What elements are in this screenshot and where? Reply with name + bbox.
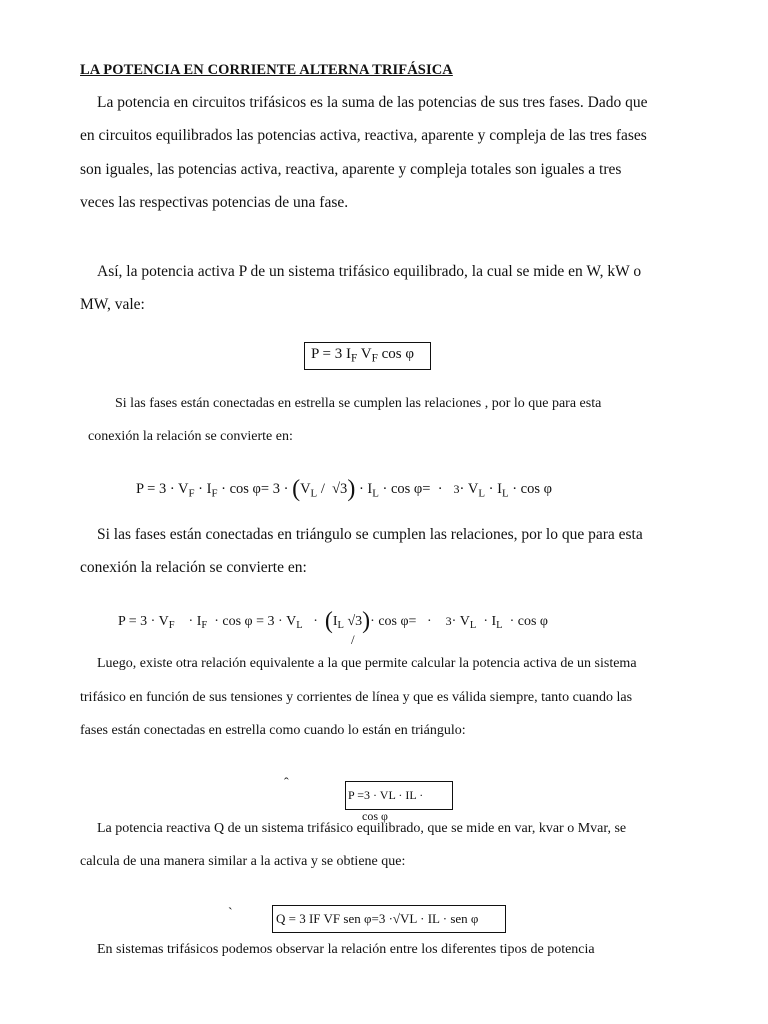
paragraph-line: veces las respectivas potencias de una fase. <box>80 194 349 211</box>
paragraph-line: fases están conectadas en estrella como cuando lo están en triángulo: <box>80 723 466 738</box>
paragraph-line: Luego, existe otra relación equivalente a la que permite calcular la potencia activa de un sistema <box>97 656 637 671</box>
formula-tick-mark: ˆ <box>284 776 289 791</box>
line-values-formula: P =3 · VL · IL · <box>348 788 424 802</box>
reactive-power-formula-box <box>272 905 506 933</box>
formula-tick-mark: ` <box>228 906 233 921</box>
paragraph-line: conexión la relación se convierte en: <box>80 559 307 576</box>
active-power-formula-box <box>304 342 431 370</box>
paragraph-line: Así, la potencia activa P de un sistema trifásico equilibrado, la cual se mide en W, kW o <box>97 263 642 280</box>
paragraph-line: Si las fases están conectadas en triángulo se cumplen las relaciones, por lo que para esta <box>97 526 643 543</box>
paragraph-line: trifásico en función de sus tensiones y corrientes de línea y que es válida siempre, tanto cuando las <box>80 690 633 705</box>
line-values-formula-cos: cos φ <box>362 809 388 823</box>
line-values-formula-box <box>345 781 453 810</box>
paragraph-line: Si las fases están conectadas en estrella se cumplen las relaciones , por lo que para esta <box>115 396 602 411</box>
paragraph-line: En sistemas trifásicos podemos observar la relación entre los diferentes tipos de potencia <box>97 942 595 957</box>
delta-connection-formula: $P = 3 \cdot V_F$ · $I_F \cdot \cos \varphi = 3 \cdot V_L$ · ($I_L$ √3)· cos φ= · $3\cdot V_L \cdot I_L \cdot \cos \varphi$ <box>118 608 548 634</box>
paragraph-line: en circuitos equilibrados las potencias activa, reactiva, aparente y compleja de las tres fases <box>80 127 647 144</box>
paragraph-line: La potencia reactiva Q de un sistema trifásico equilibrado, que se mide en var, kvar o Mvar, se <box>97 821 627 836</box>
paragraph-line: MW, vale: <box>80 296 145 313</box>
paragraph-line: La potencia en circuitos trifásicos es la suma de las potencias de sus tres fases. Dado que <box>97 94 648 111</box>
star-connection-formula: $P = 3 \cdot V_F \cdot I_F \cdot \cos \varphi= 3 \cdot (V_L / √3) \cdot I_L \cdot \cos \varphi=$ · $3\cdot V_L \cdot I_L \cdot \cos \varphi$ <box>136 476 552 502</box>
paragraph-line: conexión la relación se convierte en: <box>88 429 293 444</box>
reactive-power-formula: Q = 3 IF VF sen φ=3 ·√VL · IL · sen φ <box>276 911 479 926</box>
paragraph-line: calcula de una manera similar a la activa y se obtiene que: <box>80 854 406 869</box>
paragraph-line: son iguales, las potencias activa, reactiva, aparente y compleja totales son iguales a tres <box>80 161 622 178</box>
document-title: LA POTENCIA EN CORRIENTE ALTERNA TRIFÁSICA <box>80 62 453 78</box>
delta-formula-slash: / <box>351 632 355 647</box>
active-power-formula: P = 3 $I_F$ $V_F$ cos φ <box>311 346 414 365</box>
